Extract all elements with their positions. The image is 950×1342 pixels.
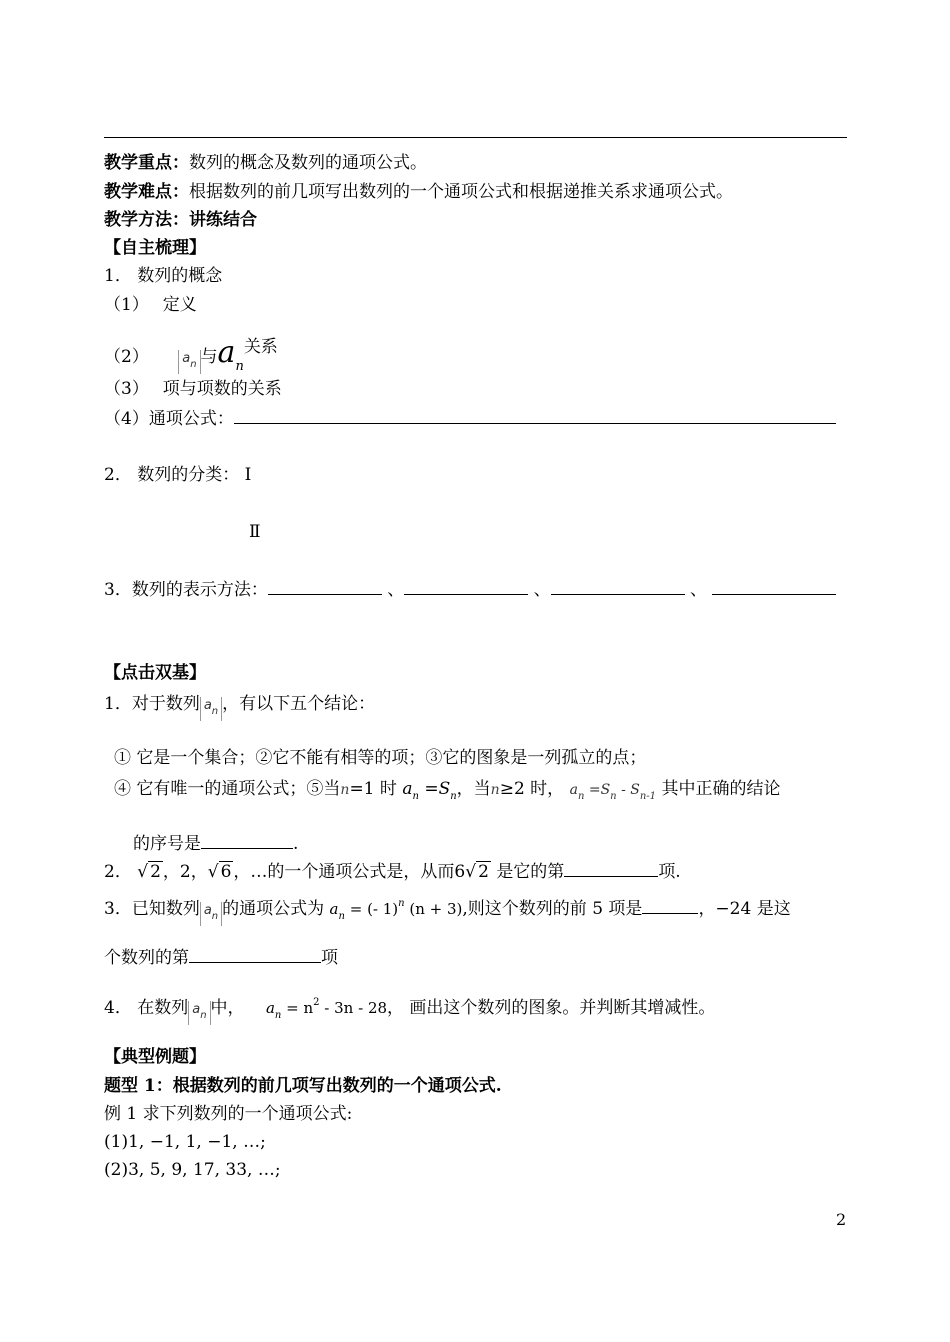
section-basics-title: 【点击双基】 <box>104 663 206 683</box>
rep-blank-1[interactable] <box>268 578 382 595</box>
difficulty-label: 教学难点： <box>104 182 189 202</box>
relation-number: （2） <box>104 347 149 367</box>
term-symbol: $a_n$ <box>217 335 244 374</box>
class-two: Ⅱ <box>249 522 261 542</box>
classification-item <box>104 464 251 486</box>
sequence-symbol: $a_n$ <box>200 697 222 721</box>
teaching-focus <box>104 152 427 174</box>
general-formula-label: （4）通项公式： <box>104 409 234 429</box>
classification-label: 2． 数列的分类： <box>104 465 240 485</box>
term-index-item: （3） 项与项数的关系 <box>104 379 282 399</box>
section-examples-title: 【典型例题】 <box>104 1047 206 1067</box>
answer-blank-1[interactable] <box>201 832 293 849</box>
header-rule <box>104 137 847 138</box>
section-self-review-title: 【自主梳理】 <box>104 238 206 258</box>
general-formula-blank[interactable] <box>234 407 836 424</box>
six-sqrt-2: 6√ 2 <box>454 862 489 882</box>
definition-item: （1） 定义 <box>104 295 197 315</box>
example-1: 例 1 求下列数列的一个通项公式: <box>104 1104 353 1124</box>
teaching-method <box>104 209 257 231</box>
relation-and: 与 <box>200 347 218 367</box>
teaching-difficulty <box>104 181 733 203</box>
sequence-symbol: $a_n$ <box>200 902 222 926</box>
example-1-part-2: (2)3, 5, 9, 17, 33, …; <box>104 1160 281 1180</box>
question-1-answer: 的序号是 . <box>133 834 299 854</box>
question-3: 3．已知数列 $a_n$ 的通项公式为 $a_n$ = (- 1)$^n$ (n + 3),则这个数列的前 5 项是 ，−24 是这 <box>104 893 791 928</box>
formula-q4: $a_n = n^2 - 3n - 28$ <box>265 997 388 1021</box>
type-1-heading: 题型 1：根据数列的前几项写出数列的一个通项公式. <box>104 1076 502 1096</box>
focus-label: 教学重点： <box>104 153 189 173</box>
concept-item: 1． 数列的概念 <box>104 266 223 286</box>
example-1-part-1: (1)1, −1, 1, −1, …; <box>104 1132 266 1152</box>
representation-label: 3．数列的表示方法： <box>104 580 268 600</box>
question-4: 4． 在数列 $a_n$ 中， $a_n = n^2 - 3n - 28$， 画出这个数列的图象。并判断其增减性。 <box>104 992 715 1027</box>
rep-blank-4[interactable] <box>712 578 836 595</box>
rep-blank-2[interactable] <box>404 578 528 595</box>
sqrt-2: √ 2 <box>137 862 161 882</box>
question-2: 2． √ 2 ，2，√ 6 ，…的一个通项公式是，从而6√ 2 是它的第 项. <box>104 862 681 882</box>
answer-blank-4[interactable] <box>189 946 321 963</box>
formula-an-eq-sn: $a_n =S_n$ <box>402 779 457 802</box>
method-label: 教学方法： <box>104 210 189 230</box>
method-text: 讲练结合 <box>189 210 257 230</box>
relation-end: 关系 <box>243 337 278 357</box>
answer-blank-2[interactable] <box>564 860 658 877</box>
sequence-symbol: $a_n$ <box>188 1001 210 1025</box>
rep-blank-3[interactable] <box>551 578 685 595</box>
focus-text: 数列的概念及数列的通项公式。 <box>189 153 427 173</box>
formula-an-sn-diff: $a_n =S_n - S_{n-1}$ <box>569 782 657 802</box>
question-3-line-2: 个数列的第 项 <box>104 948 338 968</box>
class-one: Ⅰ <box>244 465 252 485</box>
answer-blank-3[interactable] <box>642 897 698 914</box>
sqrt-6: √ 6 <box>207 862 232 882</box>
question-1-statements-a: ① 它是一个集合；②它不能有相等的项；③它的图象是一列孤立的点； <box>114 748 647 768</box>
relation-item <box>104 332 278 382</box>
question-1-statements-b: ④ 它有唯一的通项公式；⑤当n=1 时 $a_n =S_n$，当n≥2 时， $a_n =S_n - S_{n-1}$ 其中正确的结论 <box>114 779 781 802</box>
formula-q3: $a_n$ = (- 1)$^n$ (n + 3) <box>329 898 463 922</box>
page-number: 2 <box>836 1210 847 1229</box>
general-formula-item <box>104 407 836 430</box>
difficulty-text: 根据数列的前几项写出数列的一个通项公式和根据递推关系求通项公式。 <box>189 182 733 202</box>
representation-item: 3．数列的表示方法： 、 、 、 <box>104 578 836 601</box>
sequence-symbol: $a_n$ <box>178 350 200 374</box>
question-1: 1．对于数列 $a_n$ ，有以下五个结论： <box>104 693 375 721</box>
